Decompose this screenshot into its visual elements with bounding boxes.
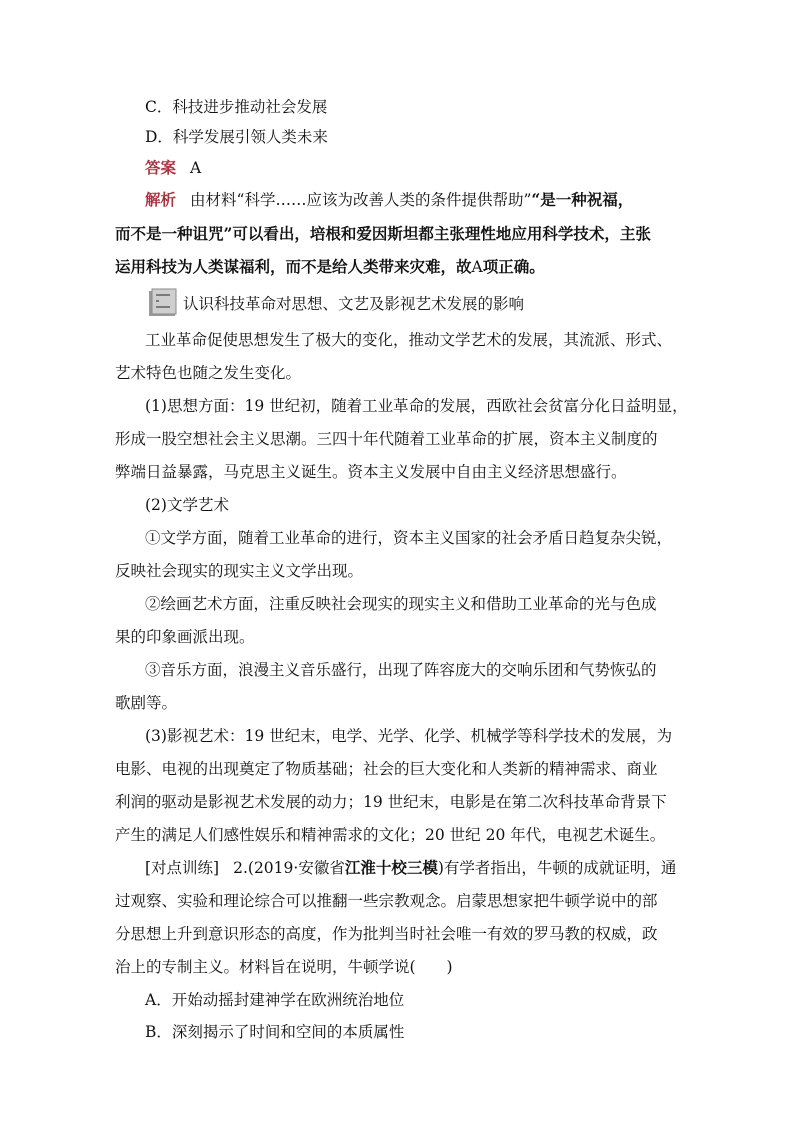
literature-1-line-1: ①文学方面，随着工业革命的进行，资本主义国家的社会矛盾日趋复杂尖锐， xyxy=(145,529,673,547)
analysis-label: 解析 xyxy=(145,190,177,209)
music-line-1: ③音乐方面，浪漫主义音乐盛行，出现了阵容庞大的交响乐团和气势恢弘的 xyxy=(145,661,657,679)
analysis-tail: 项正确。 xyxy=(482,257,545,276)
exercise-tag: [对点训练] xyxy=(145,859,220,877)
answer-label: 答案 xyxy=(145,158,177,177)
answer-line xyxy=(0,158,794,178)
analysis-line-3 xyxy=(0,257,794,277)
analysis-line-1 xyxy=(0,190,794,210)
section-heading xyxy=(148,288,524,318)
exercise-text-1: )有学者指出，牛顿的成就证明，通 xyxy=(437,859,677,877)
exercise-number: 2.(2019·安徽省 xyxy=(233,859,345,877)
intro-line-1: 工业革命促使思想发生了极大的变化，推动文学艺术的发展，其流派、形式、 xyxy=(145,331,673,349)
option-c: C．科技进步推动社会发展 xyxy=(145,98,328,116)
analysis-line-2: 而不是一种诅咒”可以看出，培根和爱因斯坦都主张理性地应用科学技术，主张 xyxy=(115,224,651,243)
film-line-4: 产生的满足人们感性娱乐和精神需求的文化；20 世纪 20 年代，电视艺术诞生。 xyxy=(115,826,666,844)
music-line-2: 歌剧等。 xyxy=(115,694,178,712)
literature-heading: (2)文学艺术 xyxy=(145,496,229,514)
film-line-3: 利润的驱动是影视艺术发展的动力；19 世纪末，电影是在第二次科技革命背景下 xyxy=(115,793,667,811)
exercise-line-1 xyxy=(0,858,794,878)
book-icon xyxy=(148,288,178,318)
exercise-line-3: 分思想上升到意识形态的高度，作为批判当时社会唯一有效的罗马教的权威，政 xyxy=(115,925,658,943)
literature-1-line-2: 反映社会现实的现实主义文学出现。 xyxy=(115,562,364,580)
painting-line-1: ②绘画艺术方面，注重反映社会现实的现实主义和借助工业革命的光与色成 xyxy=(145,595,657,613)
section-title: 认识科技革命对思想、文艺及影视艺术发展的影响 xyxy=(183,295,525,313)
intro-line-2: 艺术特色也随之发生变化。 xyxy=(115,364,302,382)
analysis-bold-3: 运用科技为人类谋福利，而不是给人类带来灾难，故 xyxy=(115,257,472,276)
analysis-option-letter: A xyxy=(471,258,483,276)
thought-line-3: 弊端日益暴露，马克思主义诞生。资本主义发展中自由主义经济思想盛行。 xyxy=(115,463,627,481)
painting-line-2: 果的印象画派出现。 xyxy=(115,628,255,646)
exercise-line-4: 治上的专制主义。材料旨在说明，牛顿学说( ) xyxy=(115,958,453,976)
analysis-bold-1: “是一种祝福， xyxy=(531,190,634,209)
film-line-1: (3)影视艺术：19 世纪末，电学、光学、化学、机械学等科学技术的发展，为 xyxy=(145,727,673,745)
thought-line-2: 形成一股空想社会主义思潮。三四十年代随着工业革命的扩展，资本主义制度的 xyxy=(115,430,658,448)
film-line-2: 电影、电视的出现奠定了物质基础；社会的巨大变化和人类新的精神需求、商业 xyxy=(115,760,658,778)
thought-line-1: (1)思想方面：19 世纪初，随着工业革命的发展，西欧社会贫富分化日益明显， xyxy=(145,397,688,415)
answer-value: A xyxy=(190,159,202,177)
exercise-option-a: A．开始动摇封建神学在欧洲统治地位 xyxy=(145,991,405,1009)
analysis-text-1: 由材料“科学……应该为改善人类的条件提供帮助” xyxy=(190,191,532,209)
option-d: D．科学发展引领人类未来 xyxy=(145,128,328,146)
exercise-source: 江淮十校三模 xyxy=(344,858,438,877)
exercise-option-b: B．深刻揭示了时间和空间的本质属性 xyxy=(145,1023,405,1041)
exercise-line-2: 过观察、实验和理论综合可以推翻一些宗教观念。启蒙思想家把牛顿学说中的部 xyxy=(115,892,658,910)
